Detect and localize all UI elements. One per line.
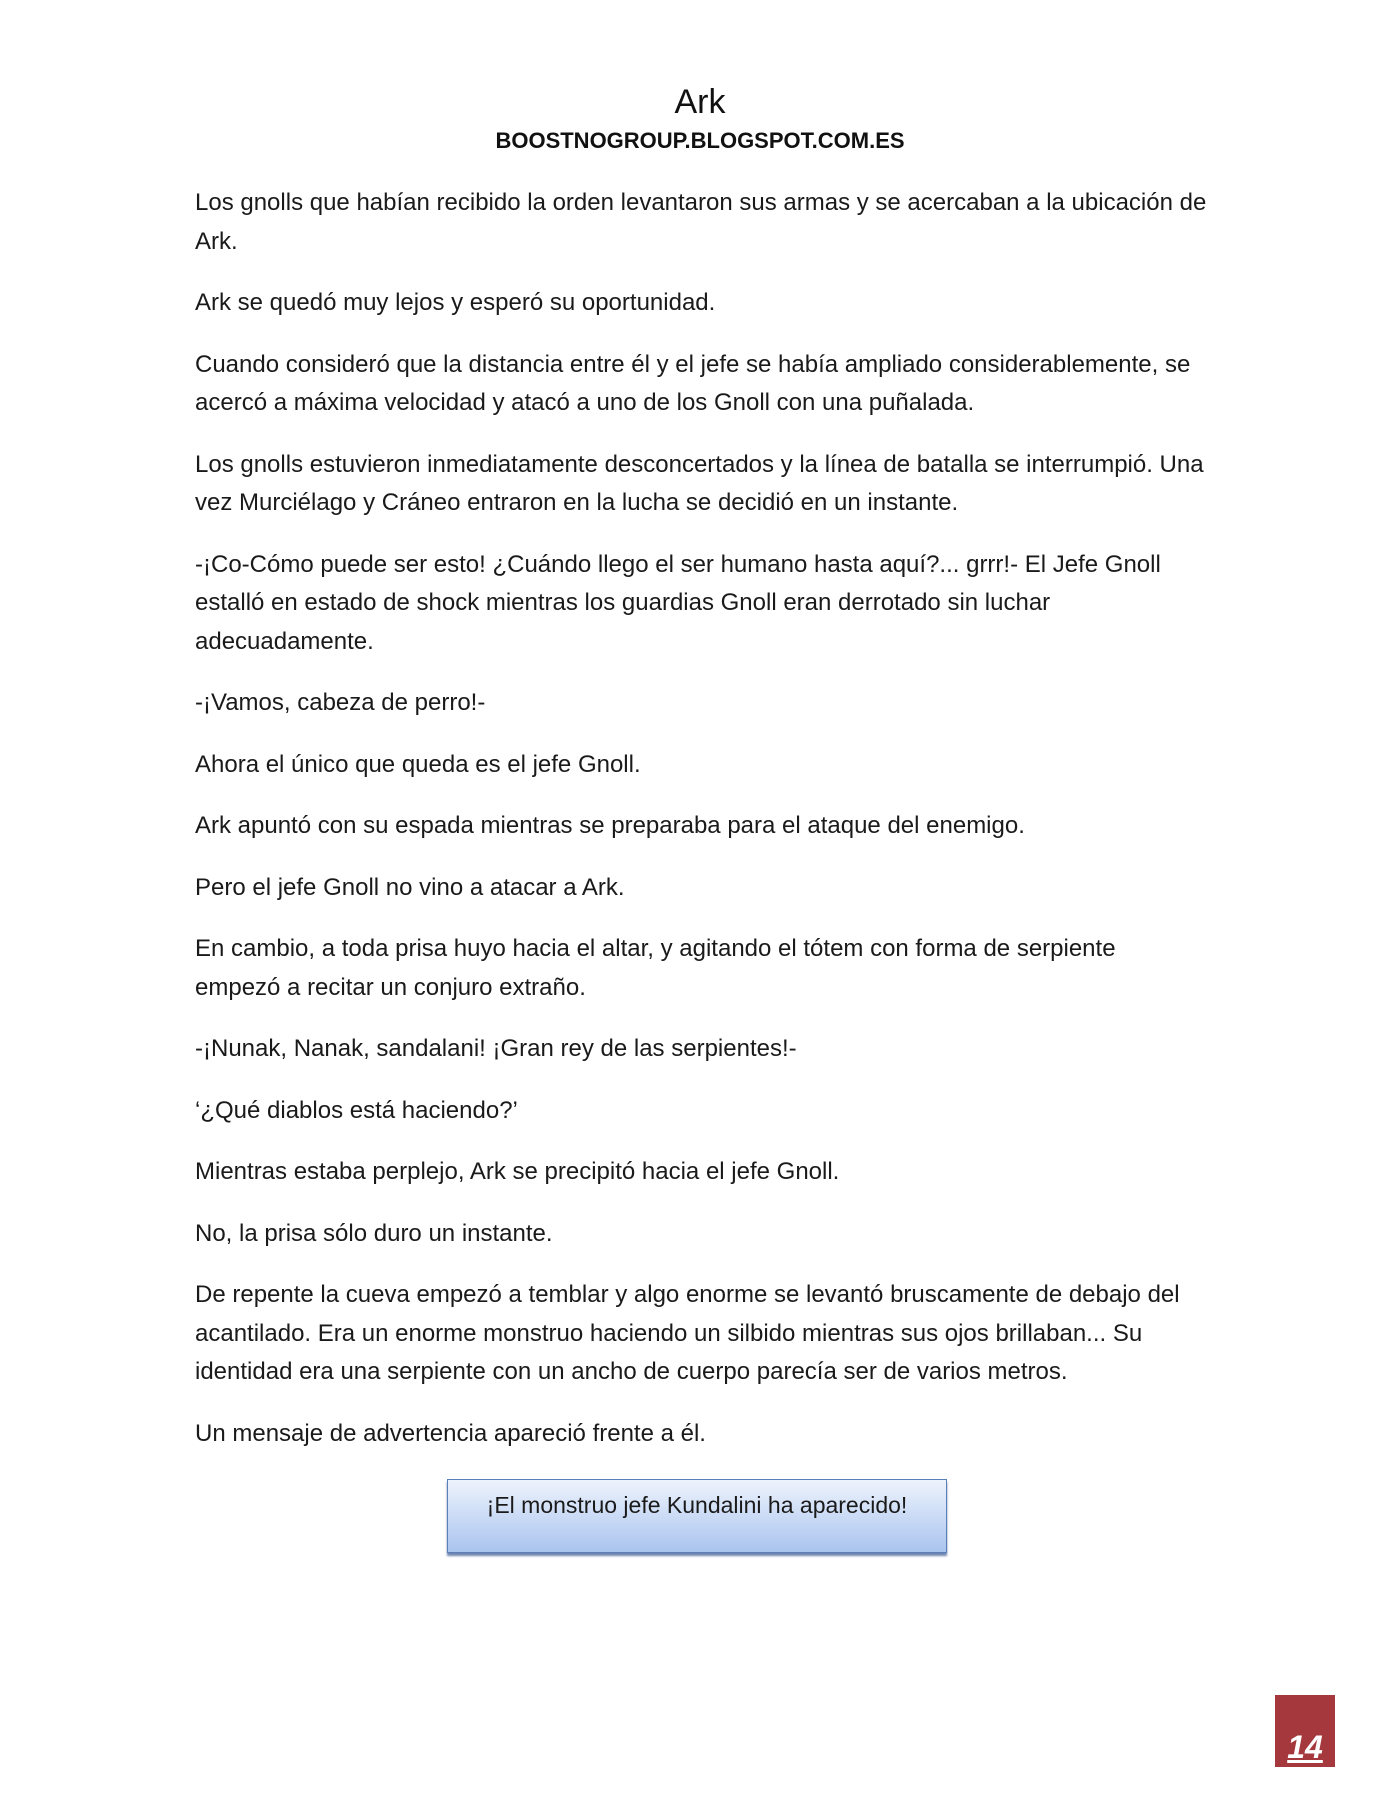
paragraph: No, la prisa sólo duro un instante. — [195, 1219, 553, 1247]
paragraph: Los gnolls estuvieron inmediatamente desconcertados y la línea de batalla se interrumpió. Una vez Murciélago y Cráneo entraron en la lucha se decidió en un instante. — [195, 450, 1204, 516]
paragraph: Los gnolls que habían recibido la orden levantaron sus armas y se acercaban a la ubicación de Ark. — [195, 189, 1207, 255]
site-url: BOOSTNOGROUP.BLOGSPOT.COM.ES — [495, 128, 905, 153]
system-message-box — [447, 1479, 947, 1553]
paragraph: Pero el jefe Gnoll no vino a atacar a Ark. — [195, 873, 625, 901]
body-text — [195, 184, 1207, 1476]
page-header — [0, 82, 1400, 156]
paragraph: Un mensaje de advertencia apareció frente a él. — [195, 1419, 706, 1447]
paragraph: ‘¿Qué diablos está haciendo?’ — [195, 1096, 518, 1124]
paragraph: Cuando consideró que la distancia entre él y el jefe se había ampliado considerablemente, se acercó a máxima velocidad y atacó a uno de los Gnoll con una puñalada. — [195, 350, 1191, 416]
paragraph: De repente la cueva empezó a temblar y algo enorme se levantó bruscamente de debajo del acantilado. Era un enorme monstruo haciendo un silbido mientras sus ojos brillaban... Su identidad era una serpiente con un ancho de cuerpo parecía ser de varios metros. — [195, 1281, 1180, 1385]
paragraph: -¡Vamos, cabeza de perro!- — [195, 689, 486, 716]
book-title: Ark — [674, 83, 726, 121]
paragraph: -¡Co-Cómo puede ser esto! ¿Cuándo llego el ser humano hasta aquí?... grrr!- El Jefe Gnoll estalló en estado de shock mientras los guardias Gnoll eran derrotado sin luchar adecuadamente. — [195, 550, 1161, 655]
paragraph: -¡Nunak, Nanak, sandalani! ¡Gran rey de las serpientes!- — [195, 1035, 797, 1062]
paragraph: Ahora el único que queda es el jefe Gnoll. — [195, 750, 641, 778]
page-number-badge — [1275, 1695, 1335, 1767]
paragraph: Ark se quedó muy lejos y esperó su oportunidad. — [195, 289, 716, 316]
system-message-text: ¡El monstruo jefe Kundalini ha aparecido! — [486, 1492, 908, 1518]
page-number: 14 — [1287, 1729, 1323, 1765]
paragraph: Ark apuntó con su espada mientras se preparaba para el ataque del enemigo. — [195, 812, 1025, 839]
paragraph: Mientras estaba perplejo, Ark se precipitó hacia el jefe Gnoll. — [195, 1158, 840, 1185]
paragraph: En cambio, a toda prisa huyo hacia el altar, y agitando el tótem con forma de serpiente empezó a recitar un conjuro extraño. — [195, 935, 1116, 1001]
